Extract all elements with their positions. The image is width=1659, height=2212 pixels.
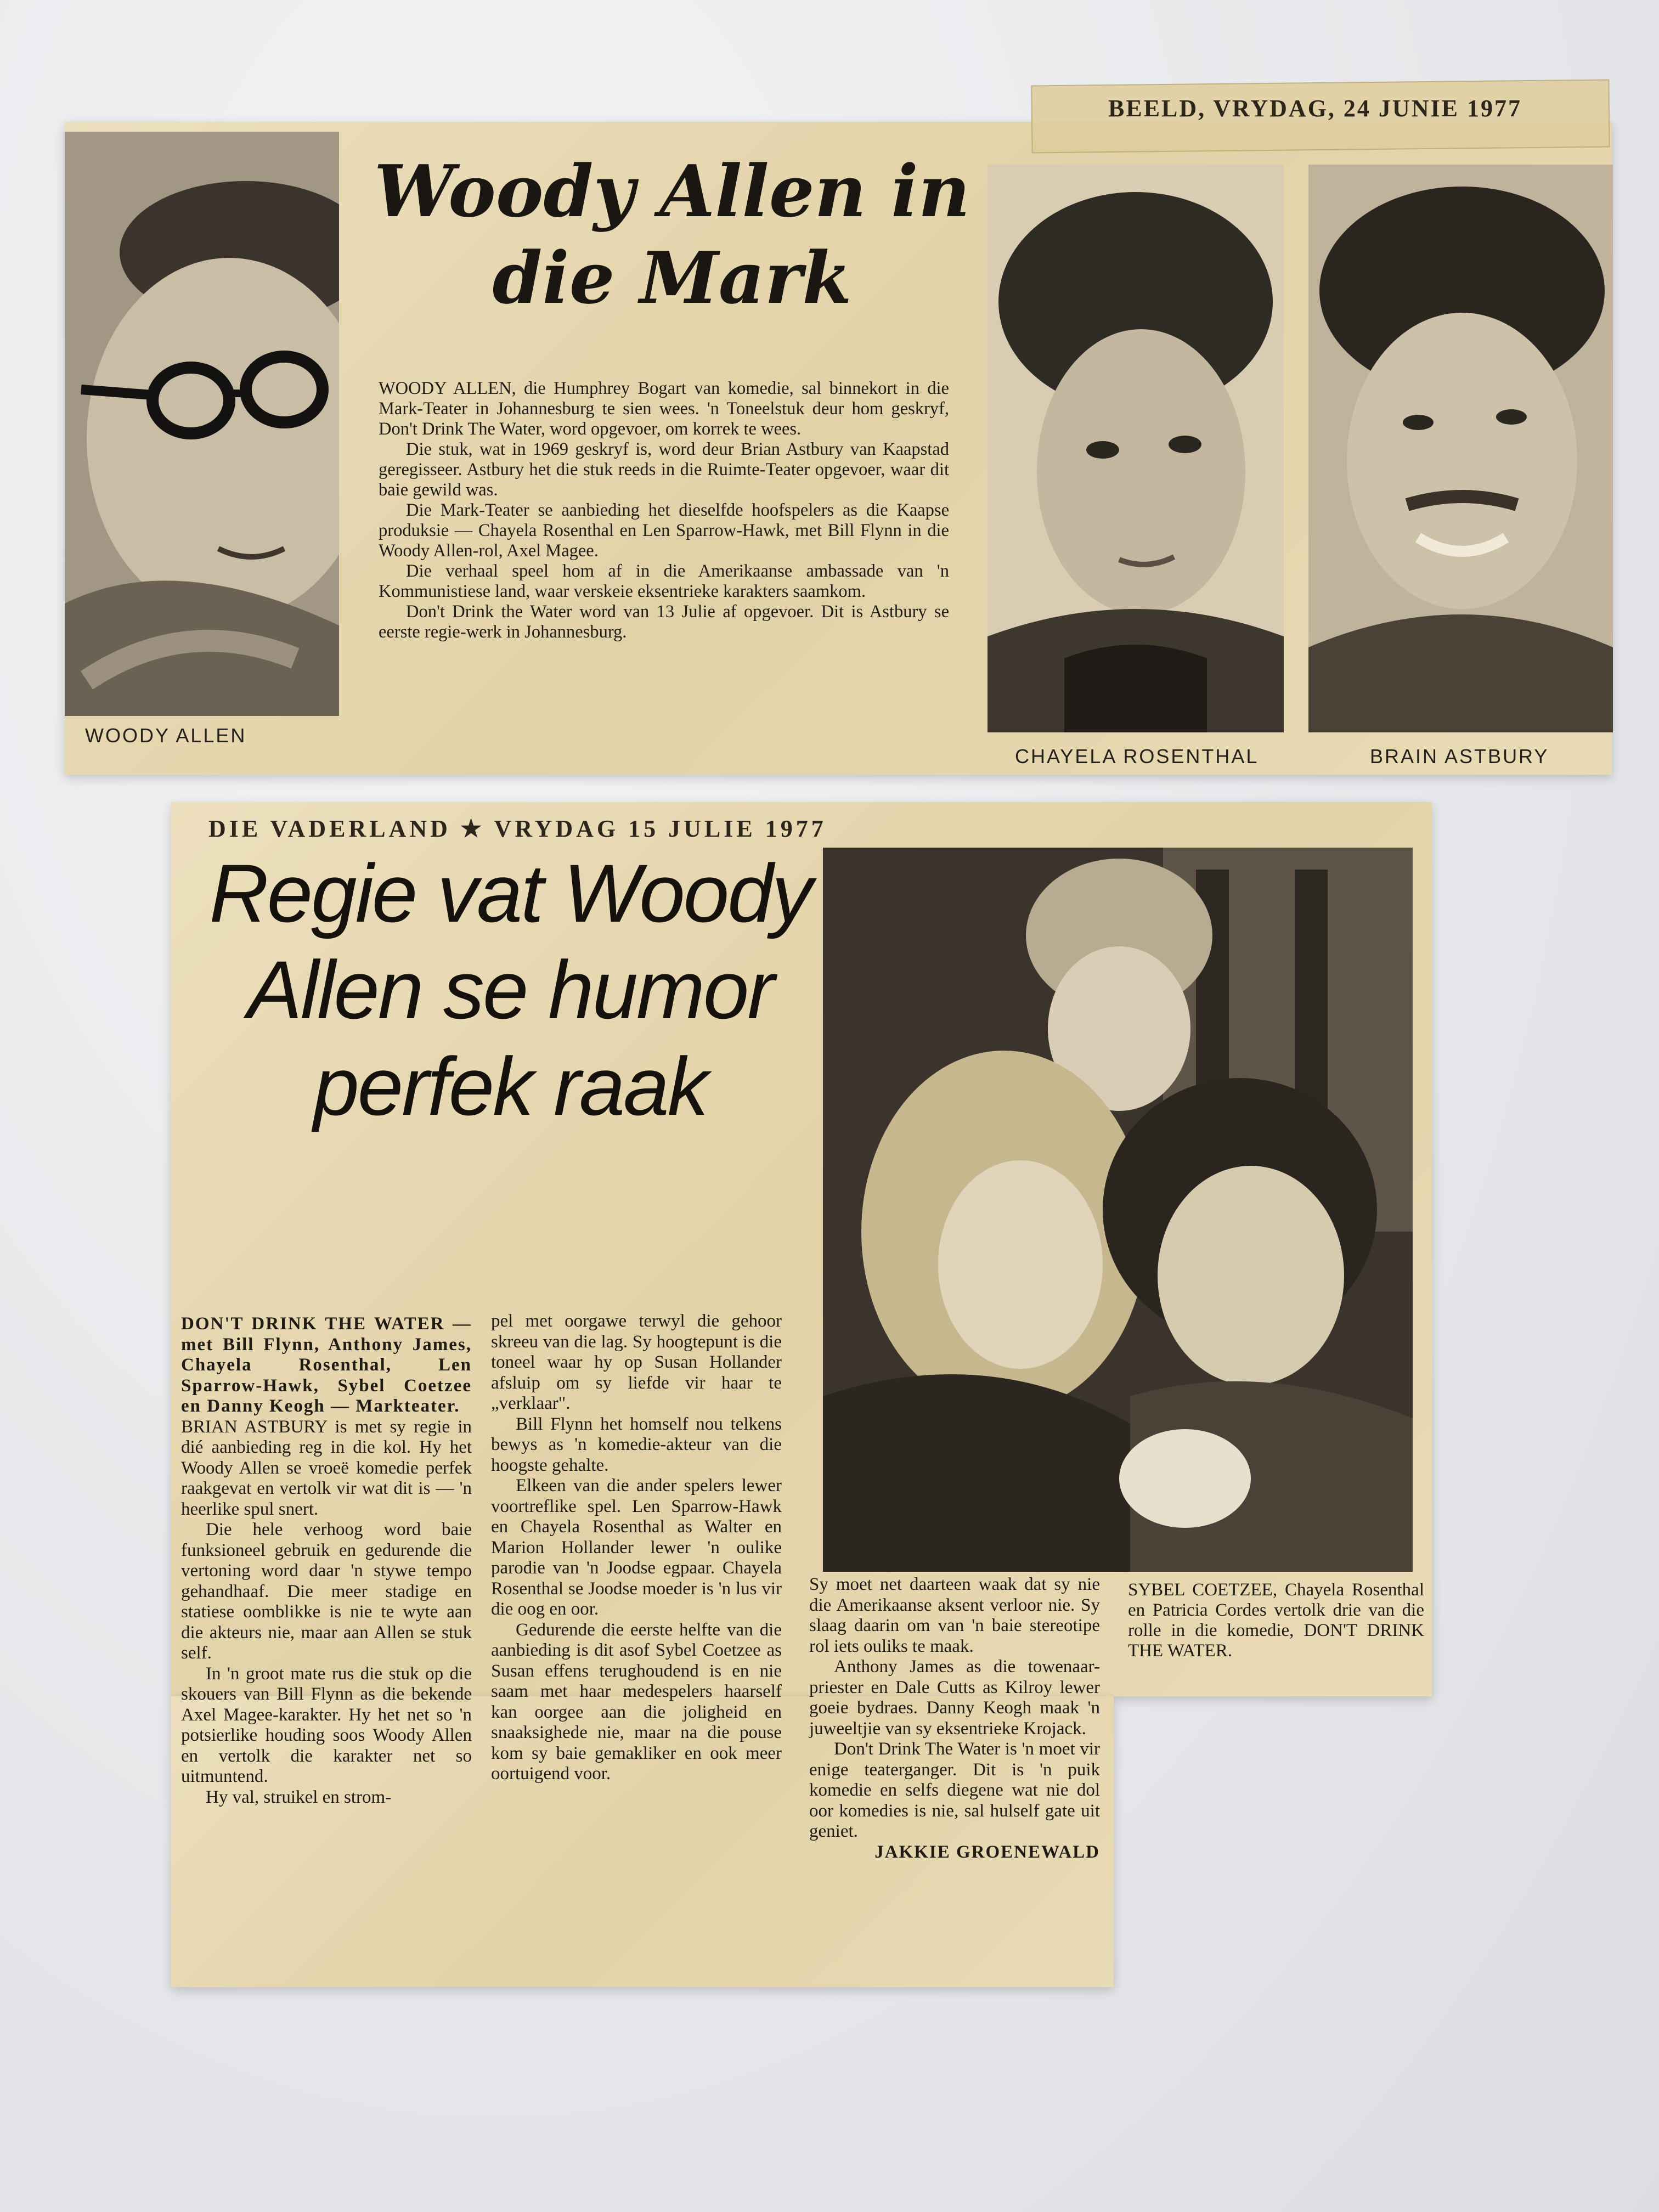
paragraph: WOODY ALLEN, die Humphrey Bogart van komedie, sal binnekort in die Mark-Teater in Johannesburg te sien wees. 'n Toneelstuk deur hom geskryf, Don't Drink The Water, word opgevoer, om korrek te wees. bbox=[379, 379, 949, 439]
headline-woody-allen-in-die-mark: Woody Allen in die Mark bbox=[374, 149, 970, 320]
caption-brian-astbury: BRAIN ASTBURY bbox=[1370, 745, 1549, 768]
photo-chayela-rosenthal bbox=[988, 165, 1284, 732]
paragraph: Gedurende die eerste helfte van die aanbieding is dit asof Sybel Coetzee as Susan effens terughoudend is en nie saam met haar medespelers haarself kan oorgee aan die joligheid en snaaksighede nie, maar na die pouse kom sy baie gemakliker en ook meer oortuigend voor. bbox=[491, 1620, 782, 1784]
column-1 bbox=[181, 1314, 472, 1808]
paragraph: Die stuk, wat in 1969 geskryf is, word deur Brian Astbury van Kaapstad geregisseer. Astbury het die stuk reeds in die Ruimte-Teater opgevoer, waar dit baie gewild was. bbox=[379, 439, 949, 500]
paragraph: Anthony James as die towenaar-priester en Dale Cutts as Kilroy lewer goeie bydraes. Danny Keogh maak 'n juweeltjie van sy eksentrieke Krojack. bbox=[809, 1657, 1100, 1739]
photo-cast-group bbox=[823, 848, 1413, 1572]
paragraph: pel met oorgawe terwyl die gehoor skreeu van die lag. Sy hoogtepunt is die toneel waar hy op Susan Hollander afsluip om sy liefde vir haar te „verklaar". bbox=[491, 1311, 782, 1413]
byline: JAKKIE GROENEWALD bbox=[874, 1842, 1100, 1862]
paragraph: Die Mark-Teater se aanbieding het dieselfde hoofspelers as die Kaapse produksie — Chayela Rosenthal en Len Sparrow-Hawk, met Bill Flynn in die Woody Allen-rol, Axel Magee. bbox=[379, 500, 949, 561]
paragraph: Elkeen van die ander spelers lewer voortreflike spel. Len Sparrow-Hawk en Chayela Rosenthal as Walter en Marion Hollander lewer 'n oulike parodie van 'n Joodse egpaar. Chayela Rosenthal se Joodse moeder is 'n lus vir die oog en oor. bbox=[491, 1476, 782, 1619]
column-3 bbox=[809, 1575, 1100, 1863]
paragraph: In 'n groot mate rus die stuk op die skouers van Bill Flynn as die bekende Axel Magee-karakter. Hy het net so 'n potsierlike houding soos Woody Allen en vertolk die karakter net so uitmuntend. bbox=[181, 1663, 472, 1786]
paragraph: Don't Drink the Water word van 13 Julie af opgevoer. Dit is Astbury se eerste regie-werk in Johannesburg. bbox=[379, 602, 949, 642]
lead-credits: DON'T DRINK THE WATER — met Bill Flynn, Anthony James, Chayela Rosenthal, Len Sparrow-Hawk, Sybel Coetzee en Danny Keogh — Markteater. bbox=[181, 1314, 472, 1416]
photo-woody-allen bbox=[65, 132, 339, 716]
paragraph: Bill Flynn het homself nou telkens bewys as 'n komedie-akteur van die hoogste gehalte. bbox=[491, 1414, 782, 1475]
paragraph: Die verhaal speel hom af in die Amerikaanse ambassade van 'n Kommunistiese land, waar verskeie eksentrieke karakters saamkom. bbox=[379, 561, 949, 601]
column-2 bbox=[491, 1311, 782, 1785]
caption-chayela-rosenthal: CHAYELA ROSENTHAL bbox=[1015, 745, 1259, 768]
article-body-beeld bbox=[379, 379, 949, 642]
photo-brian-astbury bbox=[1308, 165, 1613, 732]
paragraph: Die hele verhoog word baie funksioneel gebruik en gedurende die vertoning word daar 'n stywe tempo gehandhaaf. Die meer stadige en statiese oomblikke is nie te wyte aan die akteurs nie, maar aan Allen se stuk self. bbox=[181, 1520, 472, 1663]
paragraph: Don't Drink The Water is 'n moet vir enige teaterganger. Dit is 'n puik komedie en selfs diegene wat nie dol oor komedies is nie, sal hulself gate uit geniet. bbox=[809, 1739, 1100, 1841]
masthead-vaderland: DIE VADERLAND ★ VRYDAG 15 JULIE 1977 bbox=[208, 815, 827, 842]
masthead-beeld: BEELD, VRYDAG, 24 JUNIE 1977 bbox=[1108, 95, 1522, 122]
headline-regie-vat-woody-allen: Regie vat Woody Allen se humor perfek raak bbox=[209, 847, 811, 1132]
caption-woody-allen: WOODY ALLEN bbox=[85, 724, 247, 747]
paragraph: Hy val, struikel en strom- bbox=[206, 1787, 392, 1807]
photo-caption-vaderland: SYBEL COETZEE, Chayela Rosenthal en Patricia Cordes vertolk drie van die rolle in die komedie, DON'T DRINK THE WATER. bbox=[1128, 1580, 1424, 1661]
paragraph: Sy moet net daarteen waak dat sy nie die Amerikaanse aksent verloor nie. Sy slaag daarin om van 'n baie stereotipe rol iets ouliks te maak. bbox=[809, 1575, 1100, 1656]
paragraph: BRIAN ASTBURY is met sy regie in dié aanbieding reg in die kol. Hy het Woody Allen se vroeë komedie perfek raakgevat en vertolk vir wat dit is — 'n heerlike spul snert. bbox=[181, 1417, 472, 1519]
